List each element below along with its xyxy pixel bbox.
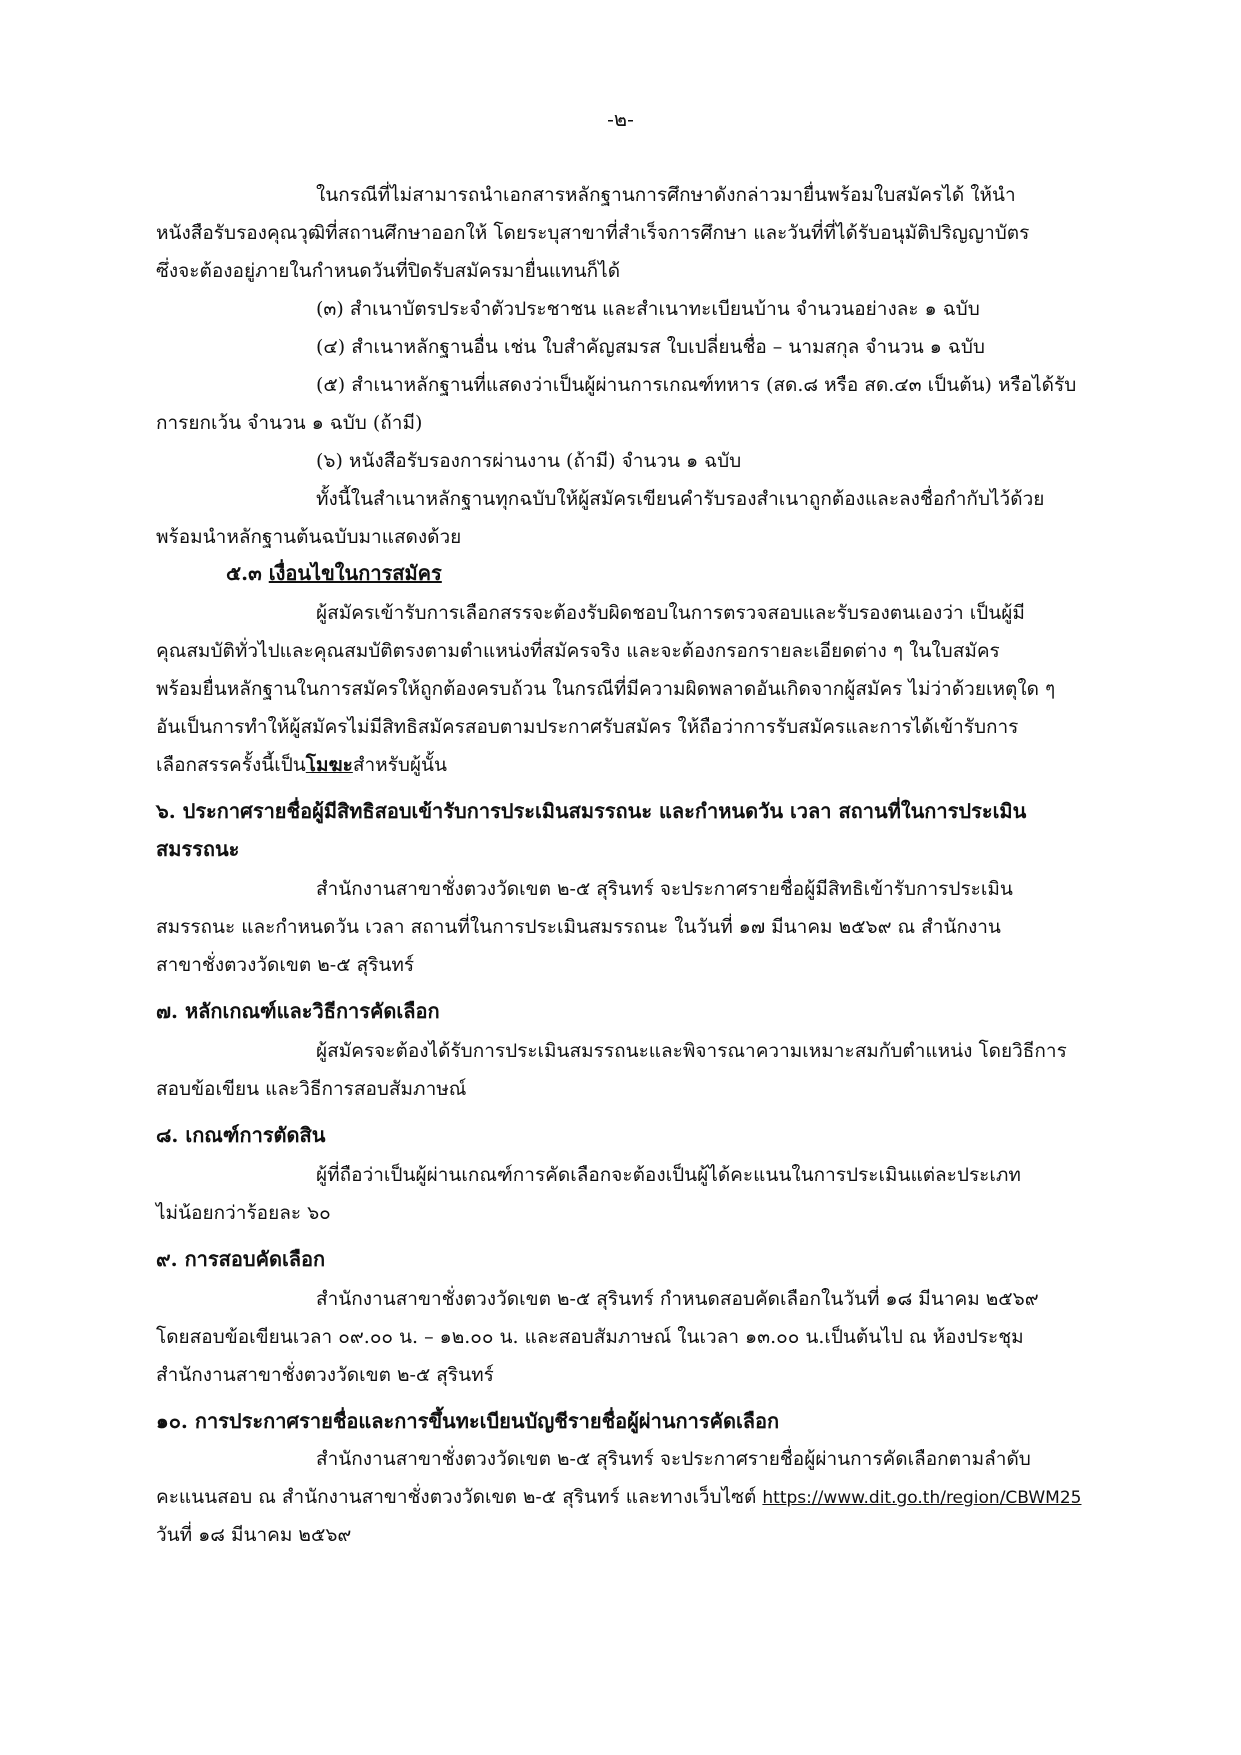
section-6-line-2: สมรรถนะ และกำหนดวัน เวลา สถานที่ในการประเมินสมรรถนะ ในวันที่ ๑๗ มีนาคม ๒๕๖๙ ณ สำนักงาน [156, 916, 1001, 938]
section-7-heading: ๗. หลักเกณฑ์และวิธีการคัดเลือก [156, 999, 440, 1023]
section-5-3-line-5 [156, 748, 447, 782]
doc-item-5-line-1: (๕) สำเนาหลักฐานที่แสดงว่าเป็นผู้ผ่านการเกณฑ์ทหาร (สด.๘ หรือ สด.๔๓ เป็นต้น) หรือได้รับ [316, 374, 1077, 396]
intro-line-2: หนังสือรับรองคุณวุฒิที่สถานศึกษาออกให้ โดยระบุสาขาที่สำเร็จการศึกษา และวันที่ที่ได้รับอนุมัติปริญญาบัตร [156, 222, 1030, 244]
section-6-heading-line-2: สมรรถนะ [156, 837, 240, 861]
doc-item-4: (๔) สำเนาหลักฐานอื่น เช่น ใบสำคัญสมรส ใบเปลี่ยนชื่อ – นามสกุล จำนวน ๑ ฉบับ [316, 336, 985, 358]
section-5-3-line-3: พร้อมยื่นหลักฐานในการสมัครให้ถูกต้องครบถ้วน ในกรณีที่มีความผิดพลาดอันเกิดจากผู้สมัคร ไม่ว่าด้วยเหตุใด ๆ [156, 678, 1056, 700]
section-10-line-3: วันที่ ๑๘ มีนาคม ๒๕๖๙ [156, 1524, 352, 1546]
intro-line-1: ในกรณีที่ไม่สามารถนำเอกสารหลักฐานการศึกษาดังกล่าวมายื่นพร้อมใบสมัครได้ ให้นำ [316, 184, 1016, 206]
section-9-line-1: สำนักงานสาขาชั่งตวงวัดเขต ๒-๕ สุรินทร์ กำหนดสอบคัดเลือกในวันที่ ๑๘ มีนาคม ๒๕๖๙ [316, 1288, 1039, 1310]
section-8-line-2: ไม่น้อยกว่าร้อยละ ๖๐ [156, 1202, 331, 1224]
section-8-line-1: ผู้ที่ถือว่าเป็นผู้ผ่านเกณฑ์การคัดเลือกจะต้องเป็นผู้ได้คะแนนในการประเมินแต่ละประเภท [316, 1164, 1021, 1186]
doc-note-line-1: ทั้งนี้ในสำเนาหลักฐานทุกฉบับให้ผู้สมัครเขียนคำรับรองสำเนาถูกต้องและลงชื่อกำกับไว้ด้วย [316, 488, 1045, 510]
section-9-line-3: สำนักงานสาขาชั่งตวงวัดเขต ๒-๕ สุรินทร์ [156, 1364, 494, 1386]
page-number: -๒- [607, 107, 634, 131]
section-5-3-line-5-end: สำหรับผู้นั้น [352, 754, 448, 776]
section-10-line-2-text: คะแนนสอบ ณ สำนักงานสาขาชั่งตวงวัดเขต ๒-๕ สุรินทร์ และทางเว็บไซต์ [156, 1486, 757, 1508]
doc-item-6: (๖) หนังสือรับรองการผ่านงาน (ถ้ามี) จำนวน ๑ ฉบับ [316, 450, 742, 472]
section-6-line-3: สาขาชั่งตวงวัดเขต ๒-๕ สุรินทร์ [156, 954, 415, 976]
section-5-3-heading [226, 556, 442, 590]
doc-note-line-2: พร้อมนำหลักฐานต้นฉบับมาแสดงด้วย [156, 526, 462, 548]
section-5-3-line-2: คุณสมบัติทั่วไปและคุณสมบัติตรงตามตำแหน่งที่สมัครจริง และจะต้องกรอกรายละเอียดต่าง ๆ ในใบสมัคร [156, 640, 1000, 662]
intro-line-3: ซึ่งจะต้องอยู่ภายในกำหนดวันที่ปิดรับสมัครมายื่นแทนก็ได้ [156, 260, 621, 282]
void-term: โมฆะ [305, 754, 353, 776]
doc-item-5-line-2: การยกเว้น จำนวน ๑ ฉบับ (ถ้ามี) [156, 412, 423, 434]
section-10-heading: ๑๐. การประกาศรายชื่อและการขึ้นทะเบียนบัญชีรายชื่อผู้ผ่านการคัดเลือก [156, 1409, 780, 1433]
section-7-line-2: สอบข้อเขียน และวิธีการสอบสัมภาษณ์ [156, 1078, 467, 1100]
section-5-3-line-1: ผู้สมัครเข้ารับการเลือกสรรจะต้องรับผิดชอบในการตรวจสอบและรับรองตนเองว่า เป็นผู้มี [316, 602, 1025, 624]
section-10-line-1: สำนักงานสาขาชั่งตวงวัดเขต ๒-๕ สุรินทร์ จะประกาศรายชื่อผู้ผ่านการคัดเลือกตามลำดับ [316, 1448, 1031, 1470]
section-5-3-line-5-start: เลือกสรรครั้งนี้เป็น [156, 754, 306, 776]
section-5-3-title: เงื่อนไขในการสมัคร [268, 561, 442, 585]
section-10-line-2 [156, 1480, 1081, 1515]
doc-item-3: (๓) สำเนาบัตรประจำตัวประชาชน และสำเนาทะเบียนบ้าน จำนวนอย่างละ ๑ ฉบับ [316, 298, 980, 320]
section-6-heading-line-1: ๖. ประกาศรายชื่อผู้มีสิทธิสอบเข้ารับการประเมินสมรรถนะ และกำหนดวัน เวลา สถานที่ในการประเมิน [156, 799, 1027, 823]
section-5-3-line-4: อันเป็นการทำให้ผู้สมัครไม่มีสิทธิสมัครสอบตามประกาศรับสมัคร ให้ถือว่าการรับสมัครและการได้เข้ารับการ [156, 716, 1019, 738]
section-7-line-1: ผู้สมัครจะต้องได้รับการประเมินสมรรถนะและพิจารณาความเหมาะสมกับตำแหน่ง โดยวิธีการ [316, 1040, 1067, 1062]
section-5-3-number: ๕.๓ [226, 561, 262, 585]
website-link[interactable]: https://www.dit.go.th/region/CBWM25 [762, 1488, 1082, 1508]
section-9-line-2: โดยสอบข้อเขียนเวลา ๐๙.๐๐ น. – ๑๒.๐๐ น. และสอบสัมภาษณ์ ในเวลา ๑๓.๐๐ น.เป็นต้นไป ณ ห้องประชุม [156, 1326, 1024, 1348]
section-6-line-1: สำนักงานสาขาชั่งตวงวัดเขต ๒-๕ สุรินทร์ จะประกาศรายชื่อผู้มีสิทธิเข้ารับการประเมิน [316, 878, 1013, 900]
section-9-heading: ๙. การสอบคัดเลือก [156, 1247, 326, 1271]
section-8-heading: ๘. เกณฑ์การตัดสิน [156, 1123, 326, 1147]
